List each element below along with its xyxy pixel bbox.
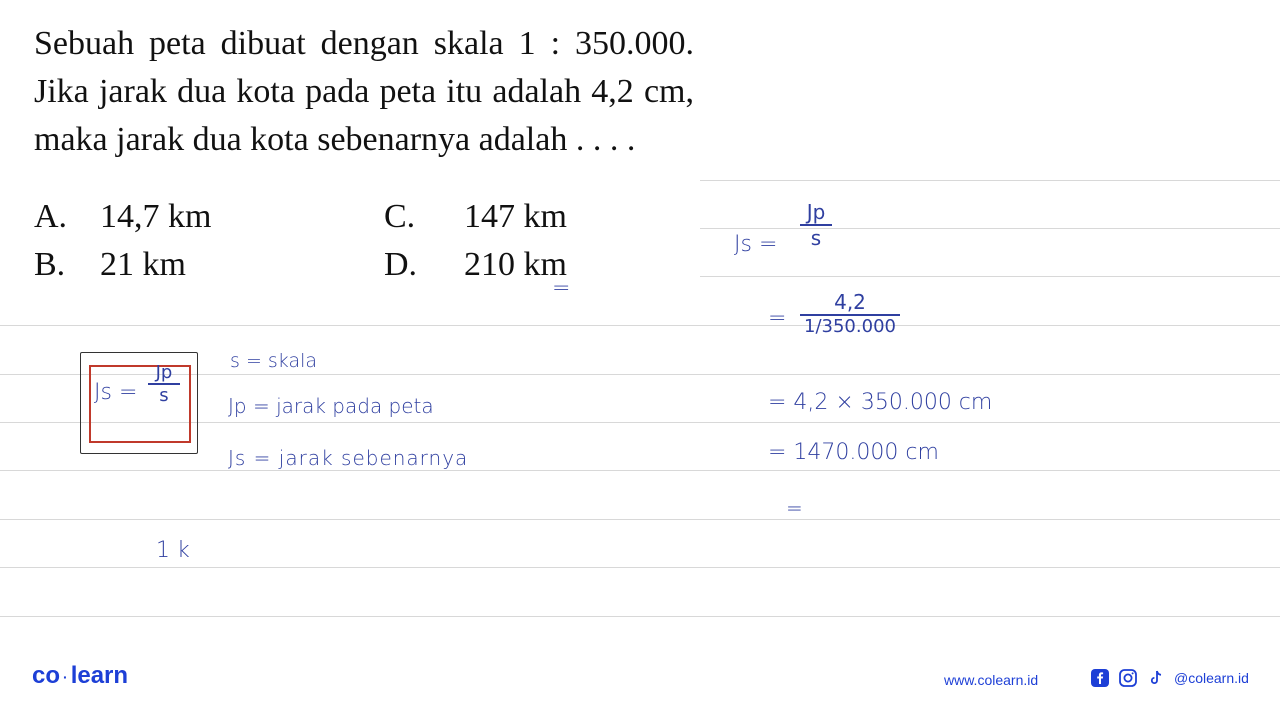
ruled-line [0,567,1280,568]
definition-s: s = skala [230,350,318,372]
work-line2-numerator: 4,2 [834,290,866,314]
ruled-line [0,616,1280,617]
ruled-line [700,276,1280,277]
colearn-logo [32,662,128,690]
website-link[interactable]: www.colearn.id [944,672,1039,688]
option-value: 147 km [464,198,567,235]
option-letter: D. [384,246,418,283]
option-letter: C. [384,198,416,235]
work-line5: = [786,496,803,520]
ruled-line [0,519,1280,520]
option-letter: B. [34,246,66,283]
facebook-icon[interactable] [1090,668,1110,688]
option-value: 14,7 km [100,198,212,235]
brand-dot: · [63,668,68,685]
box-formula-denominator: s [159,384,169,406]
brand-right: learn [70,662,129,689]
tiktok-icon[interactable] [1146,668,1166,688]
box-formula-fraction [148,362,180,406]
work-line4: = 1470.000 cm [768,440,939,465]
option-b[interactable] [34,246,186,284]
work-line2-eq: = [768,306,787,331]
box-formula-numerator: Jp [155,362,173,383]
option-value: 210 km [464,246,567,283]
ruled-line [0,325,1280,326]
work-line3: = 4,2 × 350.000 cm [768,390,993,415]
option-d[interactable] [384,246,567,284]
answer-mark: = [552,276,571,301]
definition-js: Js = jarak sebenarnya [228,446,469,470]
option-a[interactable] [34,198,211,236]
brand-left: co [32,662,61,689]
work-line1-fraction [800,200,832,250]
instagram-icon[interactable] [1118,668,1138,688]
question-text: Sebuah peta dibuat dengan skala 1 : 350.000. Jika jarak dua kota pada peta itu adalah 4,2 cm, maka jarak dua kota sebenarnya adalah . . . . [34,25,694,158]
ruled-line [700,180,1280,181]
ruled-line [700,228,1280,229]
box-formula-lhs: Js = [94,380,138,405]
option-letter: A. [34,198,68,235]
mark-lk: 1 k [156,538,190,563]
work-line2-denominator: 1/350.000 [804,315,896,337]
ruled-line [0,470,1280,471]
work-line2-fraction [800,290,900,337]
option-c[interactable] [384,198,567,236]
work-line1-lhs: Js = [734,232,778,257]
work-line1-numerator: Jp [806,200,826,224]
social-handle[interactable]: @colearn.id [1174,670,1249,686]
work-line1-denominator: s [810,225,822,250]
option-value: 21 km [100,246,186,283]
social-links [1090,668,1249,688]
definition-jp: Jp = jarak pada peta [228,394,434,418]
